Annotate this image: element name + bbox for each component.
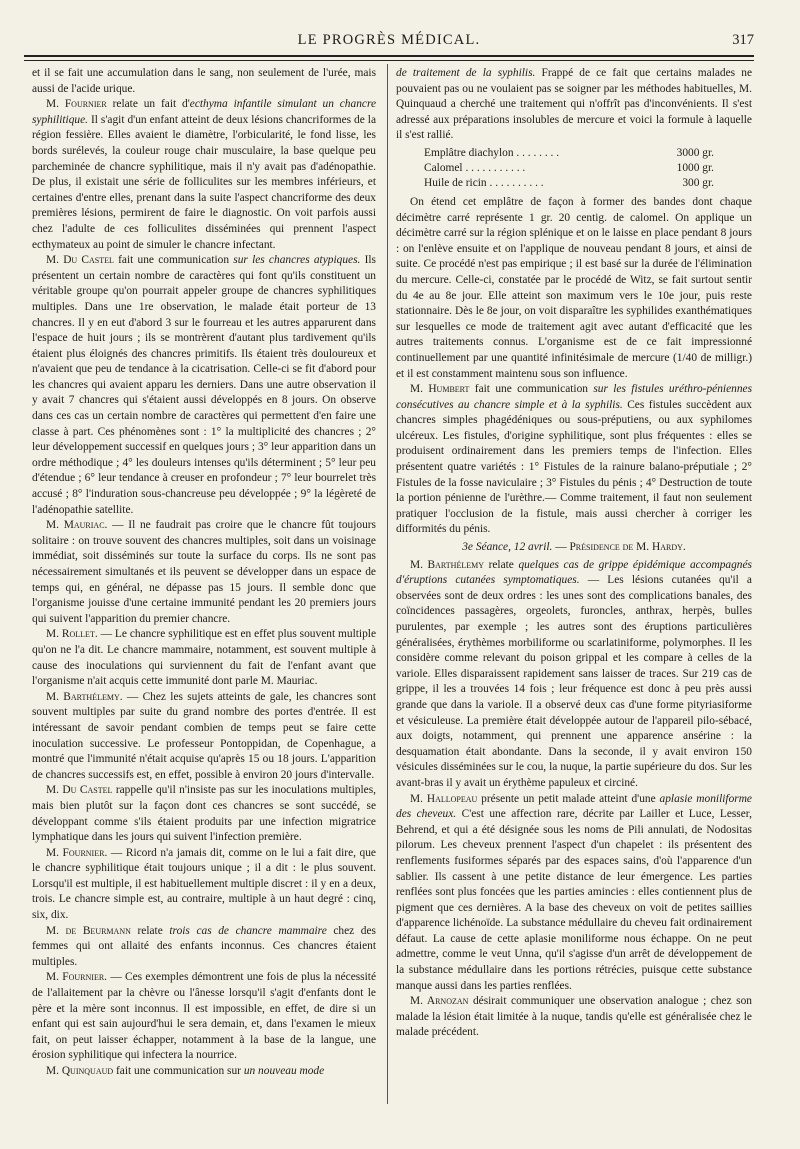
paragraph: de traitement de la syphilis. Frappé de ce fait que certains malades ne pouvaient pas ou ne voulaient pas se soigner par les méthodes habituelles, M. Quinquaud a cherché une traitement qui n'offrît pas d'inconvénients. Il s'est adressé aux préparations insolubles de mercure et voici la formule à laquelle il s'est rallié. xyxy=(396,67,752,142)
paragraph: M. Rollet. — Le chancre syphilitique est en effet plus souvent multiple qu'on ne l'a dit. Le chancre mammaire, notamment, est souvent multiple à cause des inoculations qui surviennent du fait de l'enfant avant que l'organisme n'ait acquis cette immunité dont parle M. Mauriac. xyxy=(32,628,377,688)
header-rule-thick xyxy=(24,55,754,57)
page-number: 317 xyxy=(732,32,754,48)
speaker-name: M. Fournier. xyxy=(46,971,108,984)
right-column xyxy=(396,66,752,1041)
speaker-name: M. Du Castel xyxy=(46,784,113,797)
paragraph: et il se fait une accumulation dans le sang, non seulement de l'urée, mais aussi de l'acide urique. xyxy=(32,67,376,95)
paragraph: M. Du Castel rappelle qu'il n'insiste pas sur les inoculations multiples, mais bien plutôt sur la façon dont ces chancres se sont succédé, se développant comme s'ils étaient produits par une infection migratrice lymphatique dans les jours qui suivent l'infection première. xyxy=(32,784,376,844)
paragraph: M. Hallopeau présente un petit malade atteint d'une aplasie moniliforme des cheveux. C'est une affection rare, décrite par Lailler et Luce, Lesser, Behrend, et qui a été désignée sous les noms de Pili annulati, de Nodositas pilorum. Les cheveux prennent l'aspect d'un chapelet : ils présentent des renflements fusiformes séparés par des espaces sains, d'où l'apparence d'un sablier. Ils cassent à une petite distance de leur émergence. Les parties renflées sont plus foncées que les parties amincies : elles contiennent plus de pigment que ces dernières. A la base des cheveux on voit de petites saillies d'apparence lichénoïde. La substance médullaire du cheveu fait ordinairement défaut. La cause de cette aplasie moniliforme nous échappe. On ne peut admettre, comme le veut Unna, qu'il s'agisse d'un arrêt de développement de la substance médullaire dans les portions rétrécies, puisque cette substance manque aussi dans les parties renflées. xyxy=(396,792,752,992)
formula-table xyxy=(424,146,714,191)
running-header xyxy=(24,32,754,54)
paragraph: M. Quinquaud fait une communication sur un nouveau mode xyxy=(46,1065,325,1077)
paragraph: M. Du Castel fait une communication sur les chancres atypiques. Ils présentent un certain nombre de caractères qui font qu'ils constituent un véritable groupe qu'on pourrait appeler groupe de chancres syphilitiques multiples. Dans une 1re observation, le malade était porteur de 13 chancres. Il y en eut d'abord 3 sur le fourreau et les autres apparurent dans l'espace de huit jours ; ils se montrèrent d'autant plus tardivement qu'ils étaient plus éloignés des chancres primitifs. Ils étaient très douloureux et n'avaient que peu de tendance à la cicatrisation. Celle-ci se fit d'abord pour les chancres qui avaient apparu les derniers. Dans une autre observation il y avait 7 chancres qui s'étaient aussi développés en 8 jours. On observe dans ces cas un certain nombre de caractères qui permettent d'en faire une classe à part. Ces phénomènes sont : 1° la multiplicité des chancres ; 2° leur développement successif en quelques jours ; 3° leur apparition dans un ordre méthodique ; 4° les douleurs intenses qu'ils déterminent ; 5° leur peu d'étendue ; 6° leur tendance à creuser en profondeur ; 7° leur bourrelet très accusé ; 8° l'induration sous-chancreuse peu développée ; 9° la légèreté de l'adénopathie satellite. xyxy=(32,254,376,516)
paragraph: M. Mauriac. — Il ne faudrait pas croire que le chancre fût toujours solitaire : on trouve souvent des chancres multiples, soit dans un voisinage immédiat, soit disséminés sur toute la surface du corps. Ils ne sont pas nécessairement simultanés et ils peuvent se développer dans un espace de temps qui, en général, ne dépasse pas 15 jours. Il semble donc que l'organisme jouisse d'une certaine immunité pendant les 20 premiers jours qui suivent l'apparition du premier chancre. xyxy=(32,519,376,625)
paragraph: M. Fournier. — Ricord n'a jamais dit, comme on le lui a fait dire, que le chancre syphilitique était toujours unique ; il a dit : le plus souvent. Lorsqu'il est multiple, il est habituellement multiple discret : il y en a deux, trois. Le chancre simple est, au contraire, multiple à un haut degré : cinq, six, dix. xyxy=(32,846,376,922)
paragraph: M. Fournier. — Ces exemples démontrent une fois de plus la nécessité de l'allaitement par la chèvre ou l'ânesse lorsqu'il s'agit d'enfants dont le père et la mère sont inconnus. Il est impossible, en effet, de dire si un enfant qui est sain aujourd'hui le sera demain, et, dans l'examen le mieux fait, on peut laisser échapper, notamment à la base de la langue, une érosion syphilitique qui infectera la nourrice. xyxy=(32,971,376,1062)
speaker-name: M. Du Castel xyxy=(46,254,114,267)
paragraph: M. Barthélemy. — Chez les sujets atteints de gale, les chancres sont souvent multiples par suite du grand nombre des portes d'entrée. Il est intéressant de savoir pendant combien de temps peut se faire cette inoculation successive. Le professeur Pontoppidan, de Copenhague, a montré que l'immunité n'était acquise qu'après 15 ou 18 jours. L'apparition de chancres successifs est, en effet, possible à environ 20 jours d'intervalle. xyxy=(32,690,376,781)
speaker-name: M. Quinquaud xyxy=(46,1065,114,1077)
speaker-name: M. Arnozan xyxy=(410,995,469,1008)
paragraph: M. de Beurmann relate trois cas de chancre mammaire chez des femmes qui ont allaité des enfants inconnus. Ces chancres étaient multiples. xyxy=(32,924,376,968)
column-separator xyxy=(387,64,388,1104)
speaker-name: M. Humbert xyxy=(410,383,470,396)
header-rule-thin xyxy=(24,60,754,61)
formula-row: Huile de ricin . . . . . . . . . . 300 gr. xyxy=(424,176,714,189)
journal-title: LE PROGRÈS MÉDICAL. xyxy=(297,32,481,48)
paragraph: M. Humbert fait une communication sur les fistules uréthro-péniennes consécutives au chancre simple et à la syphilis. Ces fistules succèdent aux chancres simples phagédéniques ou sous-préputiens, ou aux syphilomes ulcéreux. Les fistules, d'origine syphilitique, sont plus fréquentes : elles se produisent ordinairement dans les premiers temps de l'infection. Elles présentent quatre variétés : 1° Fistules de la rainure balano-préputiale ; 2° Fistules de la fosse naviculaire ; 3° Fistules du pénis ; 4° Destruction de toute la portion pénienne de l'urèthre.— Comme traitement, il faut non seulement pratiquer l'occlusion de la fistule, mais aussi chercher à corriger les difformités du pénis. xyxy=(396,383,752,536)
speaker-name: M. Fournier xyxy=(46,98,107,111)
speaker-name: M. Hallopeau xyxy=(410,792,478,805)
session-heading: 3e Séance, 12 avril. — Présidence de M. Hardy. xyxy=(462,541,686,554)
paragraph: M. Barthélemy relate quelques cas de grippe épidémique accompagnés d'éruptions cutanées symptomatiques. — Les lésions cutanées qu'il a observées sont de deux ordres : les unes sont des complications banales, des coïncidences passagères, orgeolets, furoncles, anthrax, herpès, bulles purulentes, par exemple ; les autres sont des éruptions particulières généralisées, érythèmes morbiliforme ou scarlatiniforme, polymorphes. Il les considère comme relevant du poison grippal et les compare à celles de la variole. Elles disparaissent rapidement sans laisser de traces. Sur 219 cas de grippe, il les a trouvées 14 fois ; leur fréquence est donc à peu près aussi grande que dans la variole. Il a observé deux cas d'une forme pityriasiforme et vésiculeuse. La première était développée autour de l'appareil pilo-sébacé, aux doigts, notamment, qui prennent une apparence ansérine : la desquamation était abondante. Dans la seconde, il y avait environ 150 vésicules disséminées sur le cou, la nuque, la partie supérieure du dos. Sur les avant-bras il y avait un érythème papuleux et circiné. xyxy=(396,558,752,789)
left-column xyxy=(32,66,376,1080)
speaker-name: M. Mauriac. xyxy=(46,519,108,532)
paragraph: On étend cet emplâtre de façon à former des bandes dont chaque décimètre carré représente 1 gr. 20 centig. de calomel. On applique un décimètre carré sur la région splénique et on le laisse en place pendant 8 jours : on l'enlève ensuite et on l'applique de nouveau pendant 8 jours, et ainsi de suite. Ce procédé n'est pas empirique ; il est basé sur la durée de l'élimination du mercure. Celle-ci, constatée par le procédé de Witz, se fait surtout sentir du 4e au 8e jour. Elle atteint son maximum vers le 10e jour, puis reste stationnaire. Dès le 8e jour, on voit disparaître les syphilides exanthématiques sur lesquelles ce mode de traitement agit avec autant d'efficacité que les autres traitements connus. L'organisme est de ce fait impressionné continuellement par une quantité infinitésimale de mercure (1/40 de milligr.) et il est constamment maintenu sous son influence. xyxy=(396,195,752,380)
paragraph: M. Fournier relate un fait d'ecthyma infantile simulant un chancre syphilitique. Il s'agit d'un enfant atteint de deux lésions chancriformes de la région fessière. Elles avaient le diamètre, l'orbicularité, le fond lisse, les bords surélevés, la couleur rouge chair musculaire, la base quelque peu parcheminée de chancre syphilitique, mais il n'y avait pas d'adénopathie. De plus, il existait une série de folliculites sur les membres inférieurs, et certaines d'entre elles, prenant dans la suite l'aspect chancriforme des deux premières lésions, permirent de faire le diagnostic. On voit parfois aussi chez l'adulte de ces folliculites disséminées qui prennent l'aspect ecthymateux au point de simuler le chancre infectant. xyxy=(32,98,377,251)
formula-row: Emplâtre diachylon . . . . . . . . 3000 gr. xyxy=(424,146,714,159)
speaker-name: M. Fournier. xyxy=(46,846,108,859)
speaker-name: M. Rollet. xyxy=(46,628,98,641)
speaker-name: M. Barthélemy. xyxy=(46,690,123,703)
speaker-name: M. Barthélemy xyxy=(410,558,484,571)
formula-row: Calomel . . . . . . . . . . . 1000 gr. xyxy=(424,161,714,174)
speaker-name: M. de Beurmann xyxy=(46,924,131,937)
paragraph: M. Arnozan désirait communiquer une observation analogue ; chez son malade la lésion était limitée à la nuque, tandis qu'elle est généralisée chez le malade précédent. xyxy=(396,995,752,1039)
